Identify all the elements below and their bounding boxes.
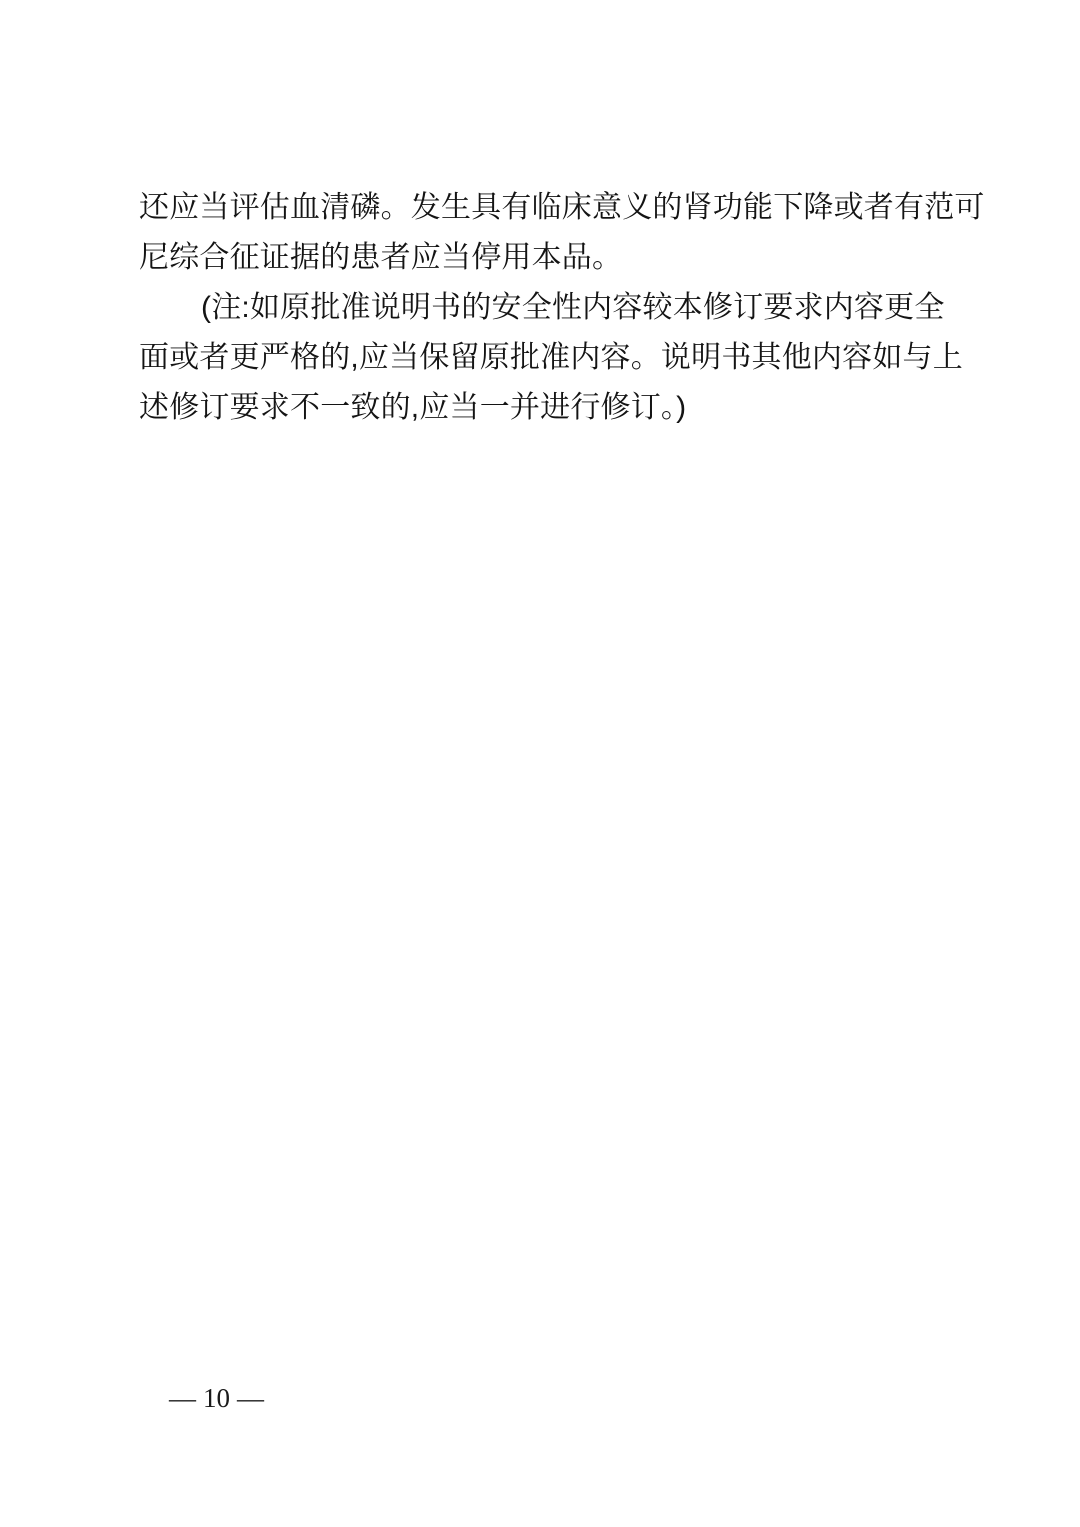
page-number-left-dash: — bbox=[169, 1383, 196, 1413]
page-number-right-dash: — bbox=[237, 1383, 264, 1413]
page-number: 10 bbox=[203, 1383, 230, 1413]
paragraph-2-line-3: 述修订要求不一致的,应当一并进行修订。) bbox=[139, 391, 687, 424]
page-number-footer bbox=[139, 1383, 294, 1413]
paragraph-2-line-2: 面或者更严格的,应当保留原批准内容。说明书其他内容如与上 bbox=[139, 341, 963, 374]
paragraph-1-line-2: 尼综合征证据的患者应当停用本品。 bbox=[139, 241, 623, 274]
paragraph-1-line-1: 还应当评估血清磷。发生具有临床意义的肾功能下降或者有范可 bbox=[139, 191, 985, 224]
body-text-block bbox=[139, 183, 985, 433]
paragraph-2-line-1: (注:如原批准说明书的安全性内容较本修订要求内容更全 bbox=[201, 291, 945, 324]
